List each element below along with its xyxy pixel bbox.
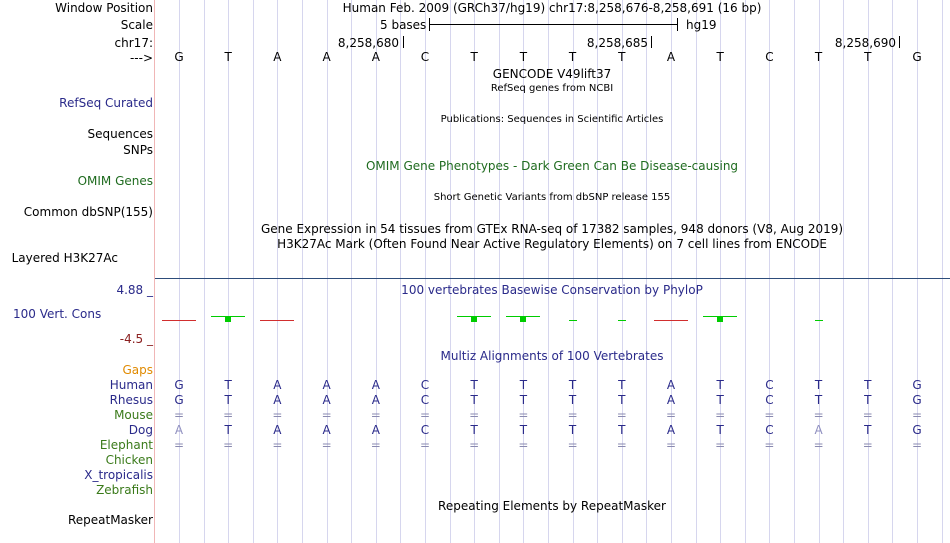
base-center-line [917,0,918,543]
alignment-base: A [666,393,676,407]
coord-tick-2 [651,36,652,48]
alignment-base: A [322,378,331,392]
conservation-min-label: -4.5 _ [119,332,153,346]
alignment-base: A [666,378,676,392]
reference-base: T [470,50,478,64]
layered-h3k27ac-label[interactable]: Layered H3K27Ac [11,251,118,265]
alignment-base: = [321,408,332,422]
reference-base: T [618,50,626,64]
base-center-line [868,0,869,543]
alignment-base: T [716,423,724,437]
gtex-track-title[interactable]: Gene Expression in 54 tissues from GTEx RNA-seq of 17382 samples, 948 donors (V8, Aug 2019) [260,222,844,236]
gencode-track-title[interactable]: GENCODE V49lift37 [492,67,612,81]
alignment-base: = [567,408,578,422]
alignment-base: G [912,423,922,437]
alignment-base: = [173,408,185,422]
coord-tick-3 [899,36,900,48]
alignment-base: A [174,423,184,437]
alignment-base: C [420,393,430,407]
species-label: Elephant [99,438,153,452]
alignment-base: T [618,393,626,407]
alignment-base: A [814,423,823,437]
base-guide-line [450,0,451,543]
alignment-base: = [665,438,677,452]
alignment-base: = [862,438,873,452]
reference-base: A [273,50,282,64]
alignment-base: T [470,378,478,392]
coord-mark-1: 8,258,680 [337,36,399,50]
reference-base: G [912,50,922,64]
chrom-label: chr17: [114,36,153,50]
conservation-track-separator [155,278,950,279]
species-label: Mouse [114,408,153,422]
phylop-bar [569,320,577,321]
phylop-peak-marker [225,316,231,322]
alignment-base: = [321,438,332,452]
alignment-base: = [419,408,431,422]
reference-base: T [568,50,577,64]
base-center-line [671,0,672,543]
reference-base: T [814,50,823,64]
alignment-base: = [223,408,234,422]
alignment-base: T [519,423,528,437]
alignment-base: = [370,408,381,422]
phylop-peak-marker [717,316,723,322]
base-center-line [425,0,426,543]
species-label: Chicken [105,453,153,467]
alignment-base: = [911,438,923,452]
alignment-base: G [174,378,184,392]
alignment-base: A [273,378,282,392]
base-center-line [474,0,475,543]
alignment-base: = [567,438,578,452]
coord-tick-1 [403,36,404,48]
alignment-base: G [912,378,922,392]
alignment-base: = [469,408,480,422]
alignment-base: T [618,423,626,437]
reference-base: T [519,50,528,64]
h3k27ac-track-title[interactable]: H3K27Ac Mark (Often Found Near Active Regulatory Elements) on 7 cell lines from ENCODE [277,237,827,251]
scale-bar [429,24,677,25]
alignment-base: G [174,393,184,407]
phylop-peak-marker [520,316,526,322]
refseq-curated-label[interactable]: RefSeq Curated [59,96,153,110]
base-guide-line [794,0,795,543]
species-label: X_tropicalis [84,468,153,482]
base-guide-line [696,0,697,543]
publications-track-title[interactable]: Publications: Sequences in Scientific Articles [440,114,664,125]
reference-base: T [224,50,232,64]
repeatmasker-label[interactable]: RepeatMasker [67,513,153,527]
base-guide-line [351,0,352,543]
alignment-base: = [469,438,480,452]
reference-base: G [174,50,184,64]
base-guide-line [302,0,303,543]
coord-mark-2: 8,258,685 [586,36,648,50]
scale-bar-left-cap [429,18,430,31]
vert-cons-label[interactable]: 100 Vert. Cons [13,307,102,321]
reference-base: T [864,50,872,64]
scale-text: 5 bases [380,18,427,32]
alignment-base: C [765,423,774,437]
alignment-base: = [764,438,775,452]
reference-base: A [371,50,380,64]
alignment-base: = [518,408,529,422]
strand-label: ---> [129,51,153,65]
sequences-label[interactable]: Sequences [87,127,153,141]
phylop-peak-marker [471,316,477,322]
species-label: Zebrafish [96,483,153,497]
alignment-base: = [616,438,627,452]
multiz-track-title[interactable]: Multiz Alignments of 100 Vertebrates [440,349,664,363]
alignment-base: T [224,423,232,437]
base-guide-line [892,0,893,543]
reference-base: C [765,50,774,64]
alignment-base: = [715,408,726,422]
scale-bar-right-cap [677,18,678,31]
repeatmasker-track-title[interactable]: Repeating Elements by RepeatMasker [438,499,666,513]
alignment-base: T [618,378,626,392]
alignment-base: = [862,408,873,422]
scale-assembly: hg19 [686,18,717,32]
base-center-line [622,0,623,543]
alignment-base: A [273,423,282,437]
base-center-line [376,0,377,543]
alignment-base: T [470,423,478,437]
base-guide-line [843,0,844,543]
alignment-base: = [911,408,923,422]
alignment-base: = [272,438,283,452]
alignment-base: = [419,438,431,452]
alignment-base: = [764,408,775,422]
alignment-base: A [666,423,676,437]
base-guide-line [942,0,943,543]
label-column-divider [154,0,155,543]
base-center-line [228,0,229,543]
alignment-base: C [420,423,430,437]
phylop-bar [618,320,626,321]
species-label: Dog [128,423,153,437]
reference-base: C [420,50,430,64]
reference-base: A [666,50,676,64]
phylop-bar [162,320,196,321]
species-label: Rhesus [109,393,153,407]
omim-genes-label[interactable]: OMIM Genes [77,174,153,188]
base-guide-line [400,0,401,543]
alignment-base: T [716,393,724,407]
alignment-base: T [864,393,872,407]
gaps-label: Gaps [122,363,153,377]
window-position-label: Window Position [55,1,153,15]
alignment-base: A [371,423,380,437]
alignment-base: T [568,378,577,392]
alignment-base: A [371,378,380,392]
base-center-line [769,0,770,543]
alignment-base: = [173,438,185,452]
alignment-base: T [568,423,577,437]
alignment-base: = [370,438,381,452]
base-guide-line [204,0,205,543]
reference-base: T [716,50,724,64]
dbsnp-track-title[interactable]: Short Genetic Variants from dbSNP release 155 [433,192,671,203]
alignment-base: = [715,438,726,452]
conservation-max-label: 4.88 _ [116,283,153,297]
phylop-bar [815,320,823,321]
alignment-base: C [765,378,774,392]
alignment-base: A [322,393,331,407]
refseq-track-subtitle[interactable]: RefSeq genes from NCBI [490,83,614,94]
alignment-base: T [470,393,478,407]
reference-base: A [322,50,331,64]
alignment-base: T [519,378,528,392]
base-center-line [720,0,721,543]
base-center-line [327,0,328,543]
base-center-line [819,0,820,543]
base-guide-line [253,0,254,543]
alignment-base: = [813,408,824,422]
window-position-value: Human Feb. 2009 (GRCh37/hg19) chr17:8,258,676-8,258,691 (16 bp) [342,1,762,15]
alignment-base: = [665,408,677,422]
alignment-base: = [223,438,234,452]
phylop-bar [260,320,294,321]
scale-label: Scale [120,18,153,32]
base-center-line [179,0,180,543]
snps-label[interactable]: SNPs [123,143,153,157]
alignment-base: T [519,393,528,407]
species-label: Human [109,378,153,392]
alignment-base: A [273,393,282,407]
alignment-base: = [272,408,283,422]
phylop-bar [654,320,688,321]
coord-mark-3: 8,258,690 [834,36,896,50]
alignment-base: = [518,438,529,452]
alignment-base: A [371,393,380,407]
base-center-line [277,0,278,543]
alignment-base: C [420,378,430,392]
alignment-base: A [322,423,331,437]
common-dbsnp-label[interactable]: Common dbSNP(155) [23,205,153,219]
alignment-base: T [864,378,872,392]
base-guide-line [745,0,746,543]
alignment-base: G [912,393,922,407]
alignment-base: T [568,393,577,407]
alignment-base: = [813,438,824,452]
alignment-base: T [716,378,724,392]
base-guide-line [646,0,647,543]
alignment-base: T [814,393,823,407]
alignment-base: T [814,378,823,392]
alignment-base: C [765,393,774,407]
alignment-base: T [864,423,872,437]
alignment-base: T [224,378,232,392]
alignment-base: = [616,408,627,422]
alignment-base: T [224,393,232,407]
omim-track-title[interactable]: OMIM Gene Phenotypes - Dark Green Can Be Disease-causing [365,159,739,173]
conservation-track-title[interactable]: 100 vertebrates Basewise Conservation by PhyloP [401,283,703,297]
